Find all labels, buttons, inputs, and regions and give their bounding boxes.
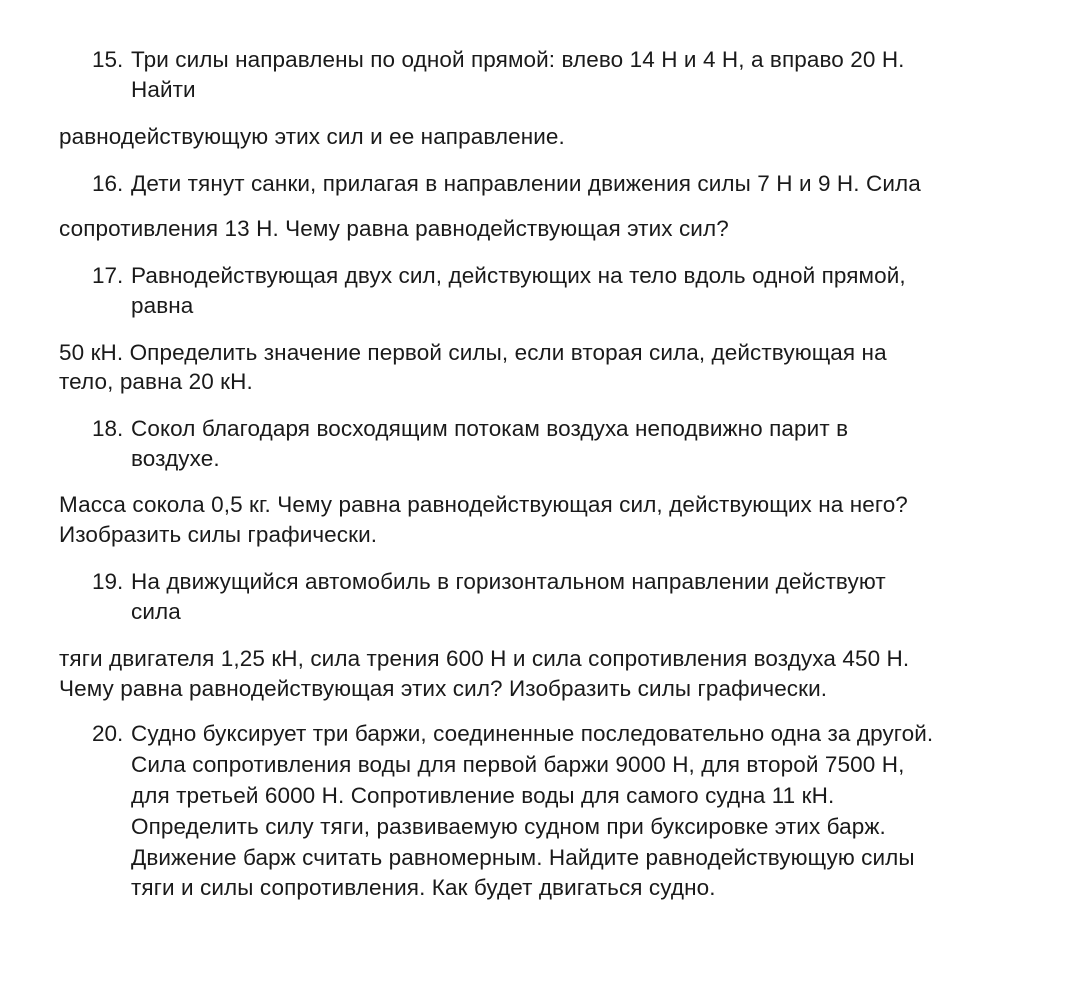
- problem-17-line-2: равна: [131, 293, 194, 318]
- problem-20-line-3: для третьей 6000 Н. Сопротивление воды для самого судна 11 кН.: [131, 783, 835, 808]
- problem-18-continuation-2: Изобразить силы графически.: [59, 522, 378, 547]
- problem-15-line-1: Три силы направлены по одной прямой: влево 14 Н и 4 Н, а вправо 20 Н.: [131, 47, 905, 72]
- problem-18-line-1: Сокол благодаря восходящим потокам воздуха неподвижно парит в: [131, 416, 849, 441]
- problem-20-line-5: Движение барж считать равномерным. Найдите равнодействующую силы: [131, 845, 915, 870]
- problem-20-line-2: Сила сопротивления воды для первой баржи 9000 Н, для второй 7500 Н,: [131, 752, 905, 777]
- problem-19-continuation-1: тяги двигателя 1,25 кН, сила трения 600 Н и сила сопротивления воздуха 450 Н.: [59, 646, 910, 671]
- problem-19-line-1: На движущийся автомобиль в горизонтальном направлении действуют: [131, 569, 886, 594]
- problem-20-number: 20.: [92, 721, 124, 746]
- problem-19-number: 19.: [92, 569, 124, 594]
- problem-20-line-1: Судно буксирует три баржи, соединенные последовательно одна за другой.: [131, 721, 934, 746]
- problem-16-line-1: Дети тянут санки, прилагая в направлении движения силы 7 Н и 9 Н. Сила: [131, 171, 921, 196]
- problem-15-continuation-1: равнодействующую этих сил и ее направление.: [59, 124, 565, 149]
- problem-17-continuation-2: тело, равна 20 кН.: [59, 369, 253, 394]
- problem-17-continuation-1: 50 кН. Определить значение первой силы, если вторая сила, действующая на: [59, 340, 887, 365]
- problem-16-number: 16.: [92, 171, 124, 196]
- problem-19-continuation-2: Чему равна равнодействующая этих сил? Изобразить силы графически.: [59, 676, 828, 701]
- problem-17-line-1: Равнодействующая двух сил, действующих на тело вдоль одной прямой,: [131, 263, 906, 288]
- problem-18-continuation-1: Масса сокола 0,5 кг. Чему равна равнодействующая сил, действующих на него?: [59, 492, 908, 517]
- problem-20-line-4: Определить силу тяги, развиваемую судном при буксировке этих барж.: [131, 814, 886, 839]
- problem-17-number: 17.: [92, 263, 124, 288]
- problem-18-line-2: воздухе.: [131, 446, 220, 471]
- problem-15-line-2: Найти: [131, 77, 196, 102]
- problem-19-line-2: сила: [131, 599, 181, 624]
- problem-15-number: 15.: [92, 47, 124, 72]
- problem-20-line-6: тяги и силы сопротивления. Как будет двигаться судно.: [131, 875, 716, 900]
- problem-16-continuation-1: сопротивления 13 Н. Чему равна равнодействующая этих сил?: [59, 216, 729, 241]
- problem-18-number: 18.: [92, 416, 124, 441]
